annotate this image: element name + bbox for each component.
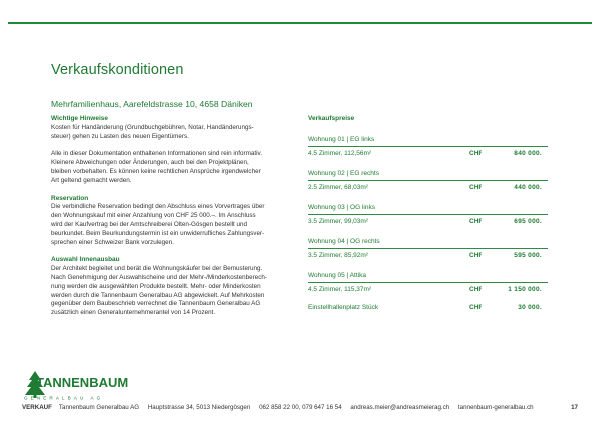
- currency-label: CHF: [469, 150, 483, 157]
- row-divider: [308, 248, 548, 249]
- hints-heading: Wichtige Hinweise: [51, 115, 109, 122]
- reservation-line: beurkundet. Beim Beurkundungstermin ist ein unwiderrufliches Zahlungsver-: [51, 229, 265, 237]
- footer-phone: 062 858 22 00, 079 647 16 54: [259, 404, 342, 411]
- pine-tree-icon: [22, 370, 142, 400]
- unit-price: 1 150 000.: [508, 286, 542, 293]
- fitout-line: Der Architekt begleitet und berät die Wohnungskäufer bei der Bemusterung.: [51, 265, 263, 273]
- unit-price: 840 000.: [514, 150, 542, 157]
- page-number: 17: [571, 404, 578, 411]
- unit-rooms: 4.5 Zimmer, 112,56m²: [308, 150, 372, 157]
- parking-row: [308, 296, 548, 316]
- unit-name: Wohnung 03 | OG links: [308, 204, 375, 211]
- footer-company: Tannenbaum Generalbau AG: [58, 404, 140, 411]
- prices-heading: Verkaufspreise: [308, 115, 355, 122]
- conditions-text-column: [51, 115, 296, 318]
- footer-brand: VERKAUF: [22, 404, 52, 411]
- unit-name: Wohnung 02 | EG rechts: [308, 170, 379, 177]
- unit-price: 595 000.: [514, 252, 542, 259]
- row-divider: [308, 282, 548, 283]
- fitout-heading: Auswahl Innenausbau: [51, 256, 120, 264]
- currency-label: CHF: [469, 218, 483, 225]
- parking-price: 30 000.: [518, 304, 542, 311]
- currency-label: CHF: [469, 304, 483, 311]
- price-row: [308, 266, 548, 300]
- fitout-line: Nach Genehmigung der Auswahlscheine und der Mehr-/Minderkostenberech-: [51, 273, 267, 281]
- hints-line: steuer) gehen zu Lasten des neuen Eigentümers.: [51, 132, 189, 140]
- logo-subtext: GENERALBAU AG: [24, 395, 104, 400]
- page-title: Verkaufskonditionen: [51, 62, 184, 78]
- footer-address: Hauptstrasse 34, 5013 Niedergösgen: [147, 404, 251, 411]
- row-divider: [308, 146, 548, 147]
- top-divider: [8, 22, 592, 24]
- currency-label: CHF: [469, 252, 483, 259]
- property-subtitle: Mehrfamilienhaus, Aarefeldstrasse 10, 4658 Däniken: [51, 99, 253, 109]
- fitout-line: zusätzlich einen Generalunternehmerantel von 14 Prozent.: [51, 309, 216, 317]
- info-line: Art geltend gemacht werden.: [51, 176, 132, 184]
- fitout-line: werden durch die Tannenbaum Generalbau AG abgewickelt. Auf Mehrkosten: [51, 291, 265, 299]
- price-row: [308, 130, 548, 164]
- price-row: [308, 198, 548, 232]
- price-list: [308, 115, 548, 316]
- unit-price: 440 000.: [514, 184, 542, 191]
- unit-name: Wohnung 01 | EG links: [308, 136, 375, 143]
- currency-label: CHF: [469, 286, 483, 293]
- reservation-heading: Reservation: [51, 194, 89, 202]
- hints-line: Kosten für Handänderung (Grundbuchgebühren, Notar, Handänderungs-: [51, 123, 254, 131]
- unit-name: Wohnung 04 | OG rechts: [308, 238, 380, 245]
- unit-rooms: 3.5 Zimmer, 99,03m²: [308, 218, 368, 225]
- footer-email-link[interactable]: andreas.meier@andreasmeierag.ch: [350, 404, 450, 411]
- footer-web-link[interactable]: tannenbaum-generalbau.ch: [457, 404, 534, 411]
- row-divider: [308, 214, 548, 215]
- reservation-line: Die verbindliche Reservation bedingt den Abschluss eines Vorvertrages über: [51, 203, 265, 211]
- fitout-line: gegenüber dem Baubeschrieb verrechnet die Tannenbaum Generalbau AG: [51, 300, 261, 308]
- footer: [22, 404, 578, 411]
- info-line: Kleinere Abweichungen oder Änderungen, auch bei den Projektplänen,: [51, 159, 249, 167]
- parking-label: Einstellhallenplatz Stück: [308, 304, 379, 311]
- currency-label: CHF: [469, 184, 483, 191]
- unit-rooms: 4.5 Zimmer, 115,37m²: [308, 286, 372, 293]
- unit-name: Wohnung 05 | Attika: [308, 272, 366, 279]
- unit-price: 695 000.: [514, 218, 542, 225]
- info-line: Alle in dieser Dokumentation enthaltenen Informationen sind rein informativ.: [51, 150, 262, 158]
- company-logo: [22, 370, 142, 400]
- price-row: [308, 232, 548, 266]
- reservation-line: den Wohnungskauf mit einer Anzahlung von CHF 25 000.–. Im Anschluss: [51, 212, 256, 220]
- unit-rooms: 2.5 Zimmer, 68,03m²: [308, 184, 368, 191]
- logo-wordmark: TANNENBAUM: [36, 375, 129, 390]
- fitout-line: nung werden die ausgewählten Produkte bestellt. Mehr- oder Minderkosten: [51, 282, 261, 290]
- row-divider: [308, 180, 548, 181]
- reservation-line: wird der Kaufvertrag bei der Amtschreiberei Olten-Gösgen bestellt und: [51, 220, 248, 228]
- price-row: [308, 164, 548, 198]
- info-line: bleiben vorbehalten. Es können keine rechtlichen Ansprüche irgendwelcher: [51, 167, 261, 175]
- unit-rooms: 3.5 Zimmer, 85,92m²: [308, 252, 368, 259]
- reservation-line: sprechen einer Schweizer Bank vorzulegen.: [51, 238, 174, 246]
